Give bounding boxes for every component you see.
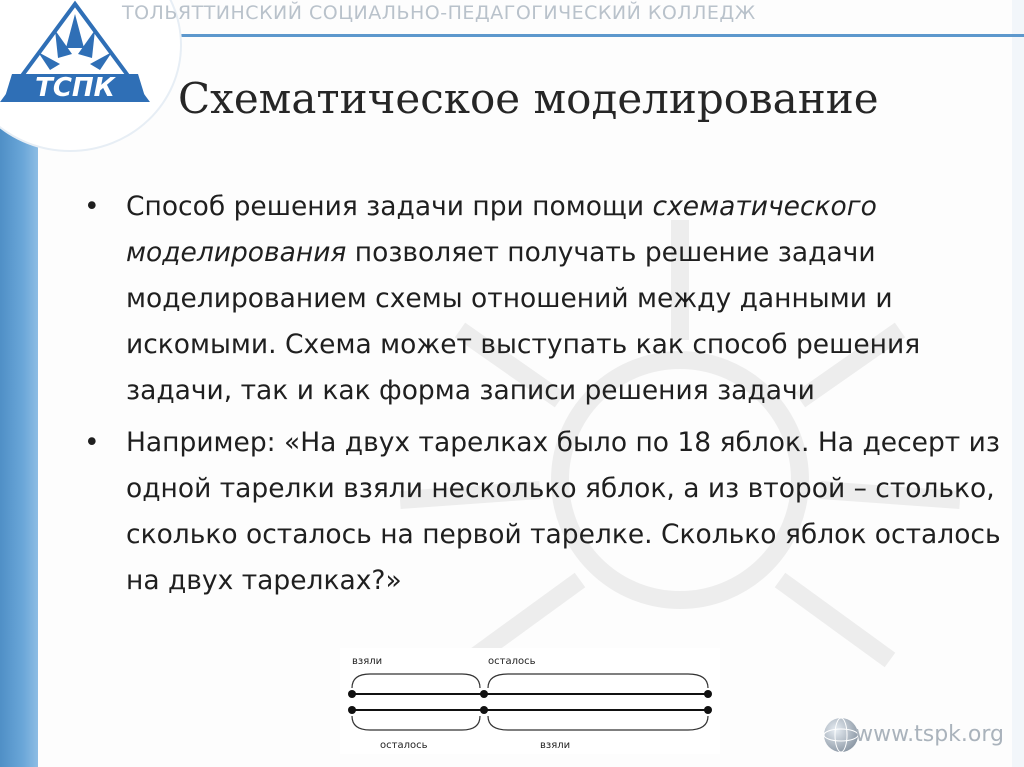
diagram-label-bottom-left: осталось (380, 740, 428, 751)
brace-bottom-right (488, 716, 708, 730)
segment-point (480, 690, 488, 698)
bullet-marker: • (84, 191, 100, 222)
header-divider (140, 34, 1024, 37)
college-name: ТОЛЬЯТТИНСКИЙ СОЦИАЛЬНО-ПЕДАГОГИЧЕСКИЙ КОЛЛЕДЖ (122, 2, 756, 24)
bullet-text-example: Например: «На двух тарелках было по 18 яблок. На десерт из одной тарелки взяли несколько яблок, а из второй – столько, сколько осталось на первой тарелке. Сколько яблок осталось на двух тарелках?» (126, 427, 1001, 596)
diagram-label-bottom-right: взяли (540, 740, 571, 751)
bullet-item-example (84, 420, 1004, 604)
logo-lettering: ТСПК (35, 73, 115, 103)
segment-point (348, 690, 356, 698)
segment-point (348, 706, 356, 714)
bullet-list (84, 184, 1004, 610)
bullet-text-start: Способ решения задачи при помощи (126, 191, 653, 222)
diagram-label-top-right: осталось (488, 656, 536, 667)
brace-top-left (352, 674, 480, 688)
segment-diagram (340, 648, 720, 754)
slide-title: Схематическое моделирование (178, 74, 879, 123)
segment-point (480, 706, 488, 714)
bullet-text-end: позволяет получать решение задачи моделированием схемы отношений между данными и искомыми. Схема может выступать как способ решения задачи, так и как форма записи решения задачи (126, 237, 921, 406)
website-link[interactable]: www.tspk.org (855, 722, 1004, 747)
bullet-item-method (84, 184, 1004, 414)
segment-point (704, 706, 712, 714)
brace-top-right (488, 674, 708, 688)
brace-bottom-left (352, 716, 480, 730)
diagram-label-top-left: взяли (352, 656, 383, 667)
bullet-marker: • (84, 427, 100, 458)
bullet-text-emphasis: схематического моделирования (126, 191, 877, 268)
segment-point (704, 690, 712, 698)
